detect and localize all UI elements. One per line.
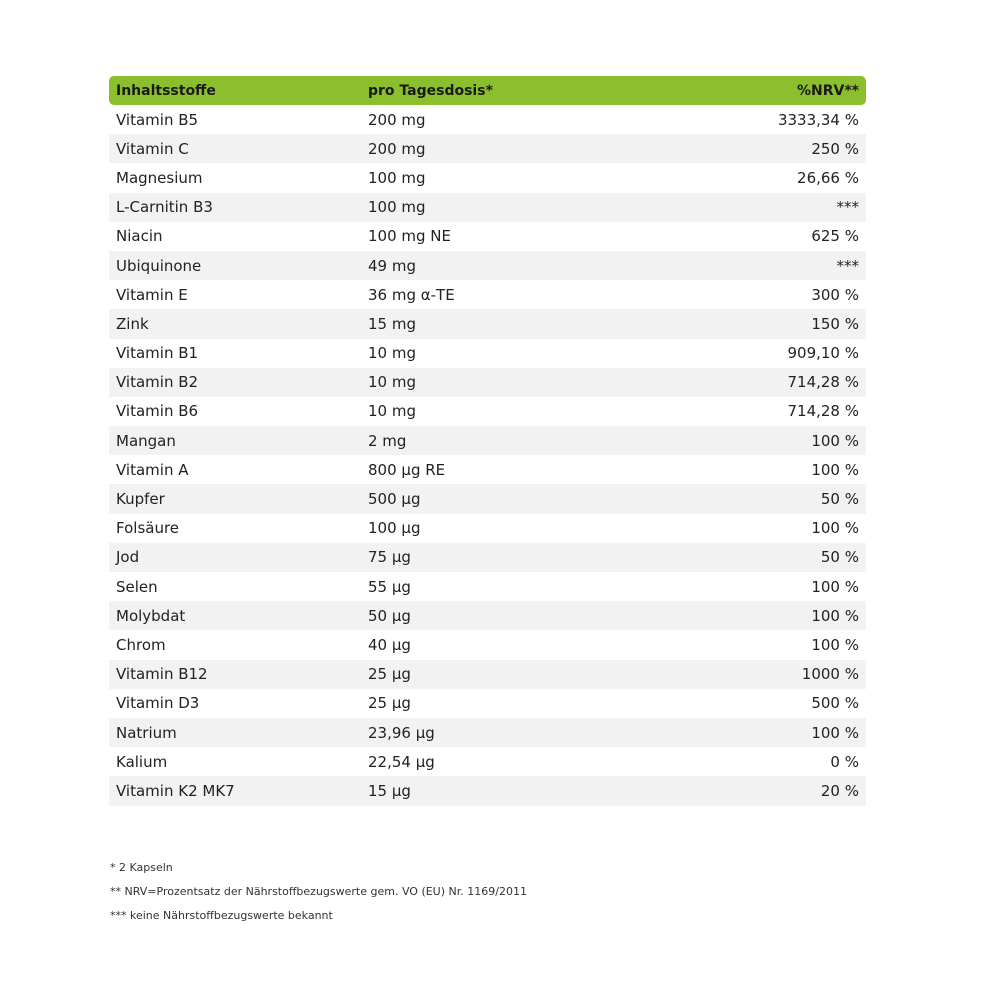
nrv-percent: 100 % xyxy=(811,723,859,742)
table-row xyxy=(109,222,866,251)
ingredient-name: Ubiquinone xyxy=(116,256,202,275)
table-row xyxy=(109,776,866,805)
ingredient-name: Vitamin B12 xyxy=(116,665,208,684)
table-row xyxy=(109,455,866,484)
nrv-percent: 100 % xyxy=(811,635,859,654)
daily-dose: 10 mg xyxy=(368,402,416,421)
nrv-percent: 26,66 % xyxy=(797,168,859,187)
table-row xyxy=(109,689,866,718)
nrv-percent: 100 % xyxy=(811,577,859,596)
nrv-percent: 3333,34 % xyxy=(777,110,859,129)
daily-dose: 50 µg xyxy=(368,606,411,625)
daily-dose: 100 mg xyxy=(368,198,426,217)
ingredient-name: Chrom xyxy=(116,635,166,654)
nrv-percent: 100 % xyxy=(811,431,859,450)
ingredient-name: Molybdat xyxy=(116,606,186,625)
nrv-percent: 714,28 % xyxy=(787,373,859,392)
nutrition-table xyxy=(109,76,866,806)
daily-dose: 15 µg xyxy=(368,781,411,800)
nrv-percent: 20 % xyxy=(820,781,859,800)
table-row xyxy=(109,397,866,426)
ingredient-name: Vitamin B2 xyxy=(116,373,199,392)
footnote-no-reference: *** keine Nährstoffbezugswerte bekannt xyxy=(110,909,333,922)
daily-dose: 100 µg xyxy=(368,519,421,538)
ingredient-name: Vitamin A xyxy=(116,460,189,479)
daily-dose: 2 mg xyxy=(368,431,407,450)
footnote-capsules: * 2 Kapseln xyxy=(110,861,173,874)
nrv-percent: 100 % xyxy=(811,606,859,625)
nrv-percent: 0 % xyxy=(830,752,859,771)
header-ingredients: Inhaltsstoffe xyxy=(116,82,216,99)
table-row xyxy=(109,426,866,455)
daily-dose: 75 µg xyxy=(368,548,411,567)
nrv-percent: 625 % xyxy=(811,227,859,246)
ingredient-name: Jod xyxy=(116,548,140,567)
ingredient-name: Mangan xyxy=(116,431,176,450)
table-row xyxy=(109,251,866,280)
table-row xyxy=(109,193,866,222)
daily-dose: 200 mg xyxy=(368,110,426,129)
nrv-percent: 909,10 % xyxy=(787,344,859,363)
table-body xyxy=(109,105,866,806)
ingredient-name: Zink xyxy=(116,314,149,333)
nrv-percent: 300 % xyxy=(811,285,859,304)
table-row xyxy=(109,309,866,338)
ingredient-name: Niacin xyxy=(116,227,163,246)
table-row xyxy=(109,163,866,192)
daily-dose: 10 mg xyxy=(368,373,416,392)
table-header xyxy=(109,76,866,105)
table-row xyxy=(109,514,866,543)
ingredient-name: Vitamin B1 xyxy=(116,344,199,363)
daily-dose: 49 mg xyxy=(368,256,416,275)
daily-dose: 100 mg xyxy=(368,168,426,187)
ingredient-name: Magnesium xyxy=(116,168,203,187)
table-row xyxy=(109,484,866,513)
table-row xyxy=(109,747,866,776)
daily-dose: 36 mg α-TE xyxy=(368,285,455,304)
ingredient-name: Kupfer xyxy=(116,490,165,509)
ingredient-name: Vitamin K2 MK7 xyxy=(116,781,235,800)
ingredient-name: Vitamin B6 xyxy=(116,402,199,421)
nrv-percent: *** xyxy=(836,256,859,275)
table-row xyxy=(109,280,866,309)
table-row xyxy=(109,660,866,689)
ingredient-name: Folsäure xyxy=(116,519,180,538)
footnote-nrv-definition: ** NRV=Prozentsatz der Nährstoffbezugswerte gem. VO (EU) Nr. 1169/2011 xyxy=(110,885,527,898)
ingredient-name: Kalium xyxy=(116,752,168,771)
header-daily-dose: pro Tagesdosis* xyxy=(368,82,493,99)
table-row xyxy=(109,105,866,134)
table-row xyxy=(109,718,866,747)
nrv-percent: 1000 % xyxy=(801,665,859,684)
footnotes xyxy=(110,858,870,930)
nrv-percent: 100 % xyxy=(811,460,859,479)
daily-dose: 40 µg xyxy=(368,635,411,654)
daily-dose: 22,54 µg xyxy=(368,752,435,771)
table-row xyxy=(109,601,866,630)
table-row xyxy=(109,339,866,368)
daily-dose: 800 µg RE xyxy=(368,460,446,479)
ingredient-name: Vitamin B5 xyxy=(116,110,199,129)
daily-dose: 23,96 µg xyxy=(368,723,435,742)
daily-dose: 200 mg xyxy=(368,139,426,158)
nrv-percent: 100 % xyxy=(811,519,859,538)
nrv-percent: 50 % xyxy=(820,548,859,567)
nrv-percent: 714,28 % xyxy=(787,402,859,421)
table-row xyxy=(109,134,866,163)
daily-dose: 55 µg xyxy=(368,577,411,596)
header-nrv: %NRV** xyxy=(796,82,859,99)
ingredient-name: Natrium xyxy=(116,723,177,742)
daily-dose: 10 mg xyxy=(368,344,416,363)
table-row xyxy=(109,543,866,572)
daily-dose: 25 µg xyxy=(368,694,411,713)
table-row xyxy=(109,630,866,659)
ingredient-name: Selen xyxy=(116,577,158,596)
daily-dose: 500 µg xyxy=(368,490,421,509)
ingredient-name: Vitamin C xyxy=(116,139,189,158)
ingredient-name: Vitamin E xyxy=(116,285,188,304)
nrv-percent: 150 % xyxy=(811,314,859,333)
nrv-percent: 500 % xyxy=(811,694,859,713)
daily-dose: 25 µg xyxy=(368,665,411,684)
daily-dose: 15 mg xyxy=(368,314,416,333)
table-row xyxy=(109,368,866,397)
nrv-percent: *** xyxy=(836,198,859,217)
table-row xyxy=(109,572,866,601)
ingredient-name: L-Carnitin B3 xyxy=(116,198,213,217)
nrv-percent: 50 % xyxy=(820,490,859,509)
ingredient-name: Vitamin D3 xyxy=(116,694,200,713)
daily-dose: 100 mg NE xyxy=(368,227,451,246)
nrv-percent: 250 % xyxy=(811,139,859,158)
